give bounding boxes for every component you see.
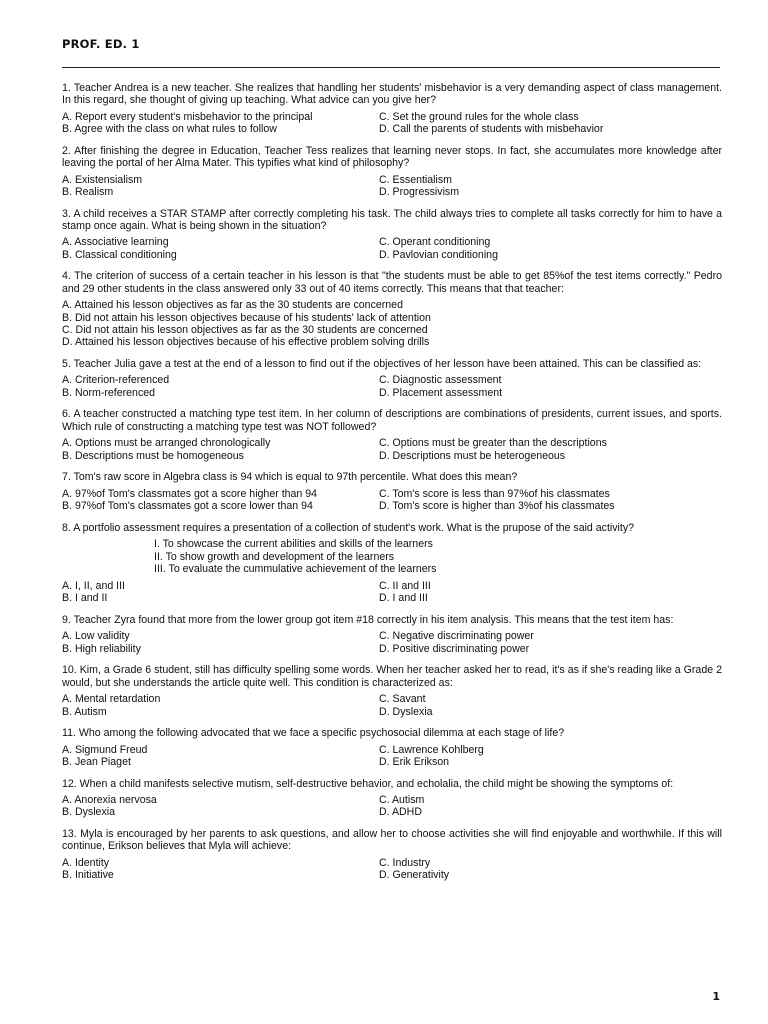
question-5 [62, 358, 722, 399]
statement-list [62, 538, 722, 576]
answer-option: C. Essentialism [379, 173, 452, 186]
answer-option: B. Did not attain his lesson objectives because of his students' lack of attention [62, 311, 431, 324]
question-stem: 8. A portfolio assessment requires a presentation of a collection of student's work. What is the prupose of the said activity? [62, 521, 635, 534]
answer-option: B. Norm-referenced [62, 386, 156, 399]
answer-option: A. Low validity [62, 630, 130, 643]
answer-options [62, 488, 722, 513]
answer-option: A. I, II, and III [62, 579, 126, 592]
question-13 [62, 828, 722, 882]
answer-option: C. Negative discriminating power [379, 630, 534, 643]
answer-option: A. Identity [62, 856, 110, 869]
statement-item: I. To showcase the current abilities and skills of the learners [154, 538, 433, 551]
question-7 [62, 471, 722, 512]
answer-option: B. Realism [62, 186, 114, 199]
question-11 [62, 727, 722, 768]
answer-option: B. Classical conditioning [62, 248, 177, 261]
answer-option: D. Placement assessment [379, 386, 503, 399]
statement-item: II. To show growth and development of the learners [154, 550, 395, 563]
question-stem: 11. Who among the following advocated that we face a specific psychosocial dilemma at each stage of life? [62, 727, 565, 740]
question-stem: 5. Teacher Julia gave a test at the end of a lesson to find out if the objectives of her lesson have been attained. This can be classified as: [62, 358, 702, 371]
answer-option: D. Progressivism [379, 186, 460, 199]
answer-options [62, 580, 722, 605]
answer-option: C. Autism [379, 793, 425, 806]
question-12 [62, 778, 722, 819]
answer-option: D. I and III [379, 592, 428, 605]
answer-options [62, 794, 722, 819]
question-stem: 7. Tom's raw score in Algebra class is 94 which is equal to 97th percentile. What does this mean? [62, 471, 518, 484]
question-6 [62, 408, 722, 462]
answer-option: C. Set the ground rules for the whole class [379, 110, 579, 123]
answer-option: C. Savant [379, 693, 426, 706]
question-stem: 3. A child receives a STAR STAMP after correctly completing his task. The child always tries to complete all tasks correctly for him to have a stamp once again. What is being shown in the situation? [62, 207, 722, 233]
answer-option: C. Operant conditioning [379, 236, 491, 249]
answer-option: A. Existensialism [62, 173, 143, 186]
answer-option: C. Did not attain his lesson objectives as far as the 30 students are concerned [62, 324, 428, 337]
question-1 [62, 82, 722, 136]
answer-option: C. Tom's score is less than 97%of his classmates [379, 487, 610, 500]
answer-option: A. Associative learning [62, 236, 169, 249]
header-title: PROF. ED. 1 [62, 37, 140, 51]
answer-option: B. Autism [62, 705, 107, 718]
answer-option: D. Descriptions must be heterogeneous [379, 449, 566, 462]
answer-options [62, 374, 722, 399]
answer-options [62, 174, 722, 199]
answer-option: C. Options must be greater than the descriptions [379, 437, 607, 450]
answer-option: B. I and II [62, 592, 108, 605]
answer-option: A. Report every student's misbehavior to the principal [62, 110, 313, 123]
question-stem: 12. When a child manifests selective mutism, self-destructive behavior, and echolalia, the child might be showing the symptoms of: [62, 777, 674, 790]
answer-option: D. ADHD [379, 806, 422, 819]
answer-option: B. 97%of Tom's classmates got a score lower than 94 [62, 500, 313, 513]
answer-option: B. Descriptions must be homogeneous [62, 449, 244, 462]
question-4 [62, 270, 722, 348]
answer-option: C. Diagnostic assessment [379, 374, 502, 387]
answer-option: C. II and III [379, 579, 431, 592]
answer-option: A. Mental retardation [62, 693, 161, 706]
question-10 [62, 664, 722, 718]
header-divider [62, 67, 720, 68]
answer-option: D. Positive discriminating power [379, 642, 530, 655]
answer-option: A. Sigmund Freud [62, 743, 148, 756]
answer-options [62, 437, 722, 462]
answer-option: D. Call the parents of students with misbehavior [379, 123, 604, 136]
answer-options [62, 693, 722, 718]
answer-option: D. Erik Erikson [379, 755, 450, 768]
answer-options [62, 744, 722, 769]
question-2 [62, 145, 722, 199]
answer-option: A. Options must be arranged chronologically [62, 437, 271, 450]
answer-options [62, 857, 722, 882]
answer-option: A. 97%of Tom's classmates got a score higher than 94 [62, 487, 318, 500]
question-stem: 1. Teacher Andrea is a new teacher. She realizes that handling her students' misbehavior is a very demanding aspect of class management. In this regard, she thought of giving up teaching. What advice can you give her? [62, 82, 722, 107]
page-number: 1 [712, 990, 720, 1003]
question-stem: 13. Myla is encouraged by her parents to ask questions, and allow her to choose activities she will find enjoyable and worthwhile. If this will continue, Erikson believes that Myla will achieve: [62, 827, 722, 853]
question-9 [62, 614, 722, 655]
answer-option: D. Tom's score is higher than 3%of his classmates [379, 500, 615, 513]
question-stem: 4. The criterion of success of a certain teacher in his lesson is that "the students must be able to get 85%of the test items correctly." Pedro and 29 other students in the class answered only 33 out of 40 items correctly. This means that that teacher: [62, 270, 722, 295]
answer-options [62, 111, 722, 136]
answer-option: B. Initiative [62, 869, 114, 882]
answer-option: D. Generativity [379, 869, 450, 882]
answer-option: B. High reliability [62, 642, 141, 655]
question-3 [62, 208, 722, 262]
answer-options [62, 299, 722, 349]
question-list [62, 82, 722, 891]
answer-option: A. Criterion-referenced [62, 374, 170, 387]
answer-option: B. Jean Piaget [62, 755, 131, 768]
question-stem: 6. A teacher constructed a matching type test item. In her column of descriptions are combinations of presidents, current issues, and sports. Which rule of constructing a matching type test was NOT followed? [62, 408, 722, 433]
answer-options [62, 630, 722, 655]
statement-item: III. To evaluate the cummulative achievement of the learners [154, 563, 437, 576]
answer-option: D. Pavlovian conditioning [379, 248, 498, 261]
answer-option: A. Attained his lesson objectives as far as the 30 students are concerned [62, 299, 403, 312]
question-stem: 9. Teacher Zyra found that more from the lower group got item #18 correctly in his item analysis. This means that the test item has: [62, 613, 674, 626]
answer-options [62, 236, 722, 261]
answer-option: C. Industry [379, 856, 431, 869]
question-8 [62, 522, 722, 605]
answer-option: A. Anorexia nervosa [62, 793, 157, 806]
answer-option: D. Attained his lesson objectives because of his effective problem solving drills [62, 336, 430, 349]
answer-option: C. Lawrence Kohlberg [379, 743, 484, 756]
answer-option: B. Dyslexia [62, 806, 115, 819]
page-header [62, 37, 720, 51]
question-stem: 10. Kim, a Grade 6 student, still has difficulty spelling some words. When her teacher asked her to read, it's as if she's reading like a Grade 2 would, but she understands the article quite well. This condition is characterized as: [62, 664, 722, 689]
answer-option: D. Dyslexia [379, 705, 433, 718]
answer-option: B. Agree with the class on what rules to follow [62, 123, 277, 136]
question-stem: 2. After finishing the degree in Education, Teacher Tess realizes that learning never stops. In fact, she accumulates more knowledge after leaving the portal of her Alma Mater. This typifies what kind of philosophy? [62, 144, 722, 170]
